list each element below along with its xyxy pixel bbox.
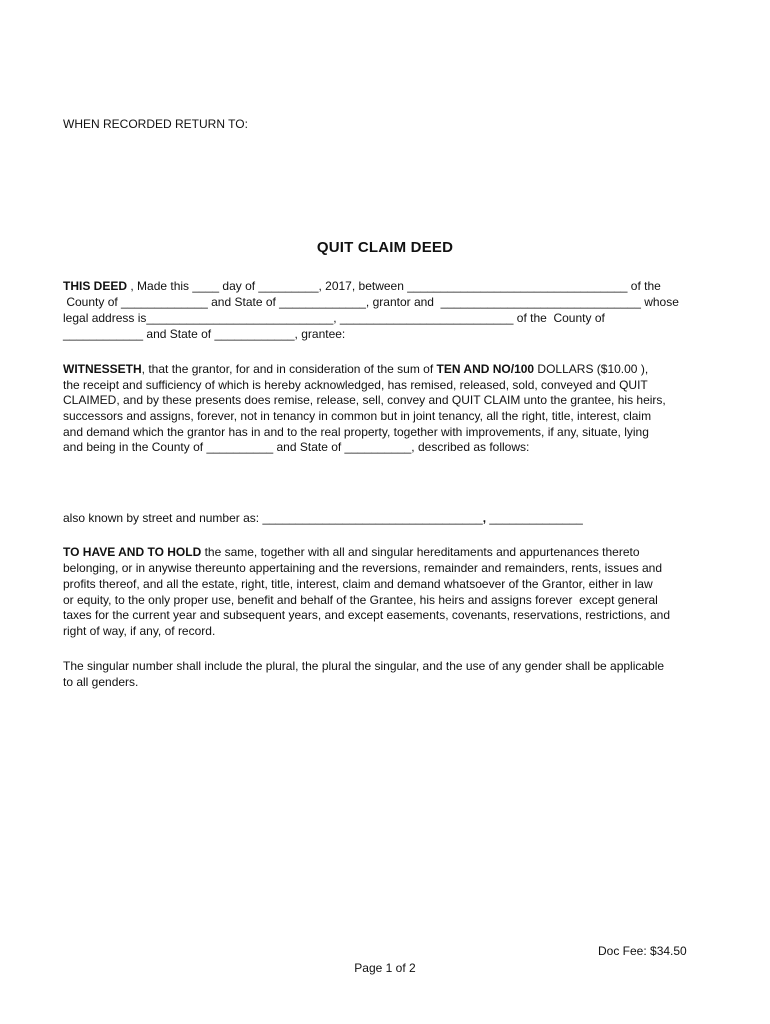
also-known-comma: , — [482, 511, 487, 525]
deed-line-1 — [63, 278, 661, 294]
doc-fee: Doc Fee: $34.50 — [598, 944, 687, 958]
also-known-text: also known by street and number as: _________________________________ — [63, 511, 483, 525]
to-have-and-to-hold-lead: TO HAVE AND TO HOLD — [63, 545, 202, 559]
witness-line-1-text-c: DOLLARS ($10.00 ), — [534, 362, 649, 376]
witnesseth-lead: WITNESSETH — [63, 362, 142, 376]
witness-line-3: CLAIMED, and by these presents does remise, release, sell, convey and QUIT CLAIM unto the grantee, his heirs, — [63, 393, 666, 407]
singular-line-2: to all genders. — [63, 675, 139, 689]
witness-line-6: and being in the County of __________ and State of __________, described as follows: — [63, 440, 530, 454]
document-title: QUIT CLAIM DEED — [316, 239, 454, 256]
witness-line-1 — [63, 361, 648, 377]
also-known-tail: ______________ — [486, 511, 583, 525]
deed-line-2: County of _____________ and State of _____________, grantor and ______________________________ whose — [63, 295, 679, 309]
witness-line-5: and demand which the grantor has in and to the real property, together with improvements, if any, situate, lying — [63, 425, 649, 439]
singular-line-1: The singular number shall include the plural, the plural the singular, and the use of any gender shall be applicable — [63, 659, 665, 673]
habendum-line-1 — [63, 544, 640, 560]
deed-line-3: legal address is____________________________, __________________________ of the County of — [63, 311, 605, 325]
habendum-line-4: or equity, to the only proper use, benefit and behalf of the Grantee, his heirs and assigns forever except general — [63, 593, 658, 607]
this-deed-lead: THIS DEED — [63, 279, 128, 293]
page-number: Page 1 of 2 — [354, 961, 416, 975]
witness-line-2: the receipt and sufficiency of which is hereby acknowledged, has remised, released, sold, conveyed and QUIT — [63, 378, 648, 392]
witness-line-4: successors and assigns, forever, not in tenancy in common but in joint tenancy, all the right, title, interest, claim — [63, 409, 652, 423]
habendum-line-2: belonging, or in anywise thereunto appertaining and the reversions, remainder and remainders, rents, issues and — [63, 561, 663, 575]
also-known-line — [63, 510, 583, 526]
return-to-label: WHEN RECORDED RETURN TO: — [63, 117, 248, 131]
ten-and-no-amount: TEN AND NO/100 — [436, 362, 535, 376]
habendum-line-6: right of way, if any, of record. — [63, 624, 216, 638]
habendum-line-3: profits thereof, and all the estate, right, title, interest, claim and demand whatsoever of the Grantor, either in law — [63, 577, 653, 591]
witness-line-1-text-a: , that the grantor, for and in consideration of the sum of — [141, 362, 437, 376]
habendum-line-1-text: the same, together with all and singular hereditaments and appurtenances thereto — [201, 545, 640, 559]
deed-line-4: ____________ and State of ____________, grantee: — [63, 327, 346, 341]
deed-line-1-text: , Made this ____ day of _________, 2017, between _________________________________ of the — [127, 279, 661, 293]
habendum-line-5: taxes for the current year and subsequent years, and except easements, covenants, reservations, restrictions, and — [63, 608, 670, 622]
